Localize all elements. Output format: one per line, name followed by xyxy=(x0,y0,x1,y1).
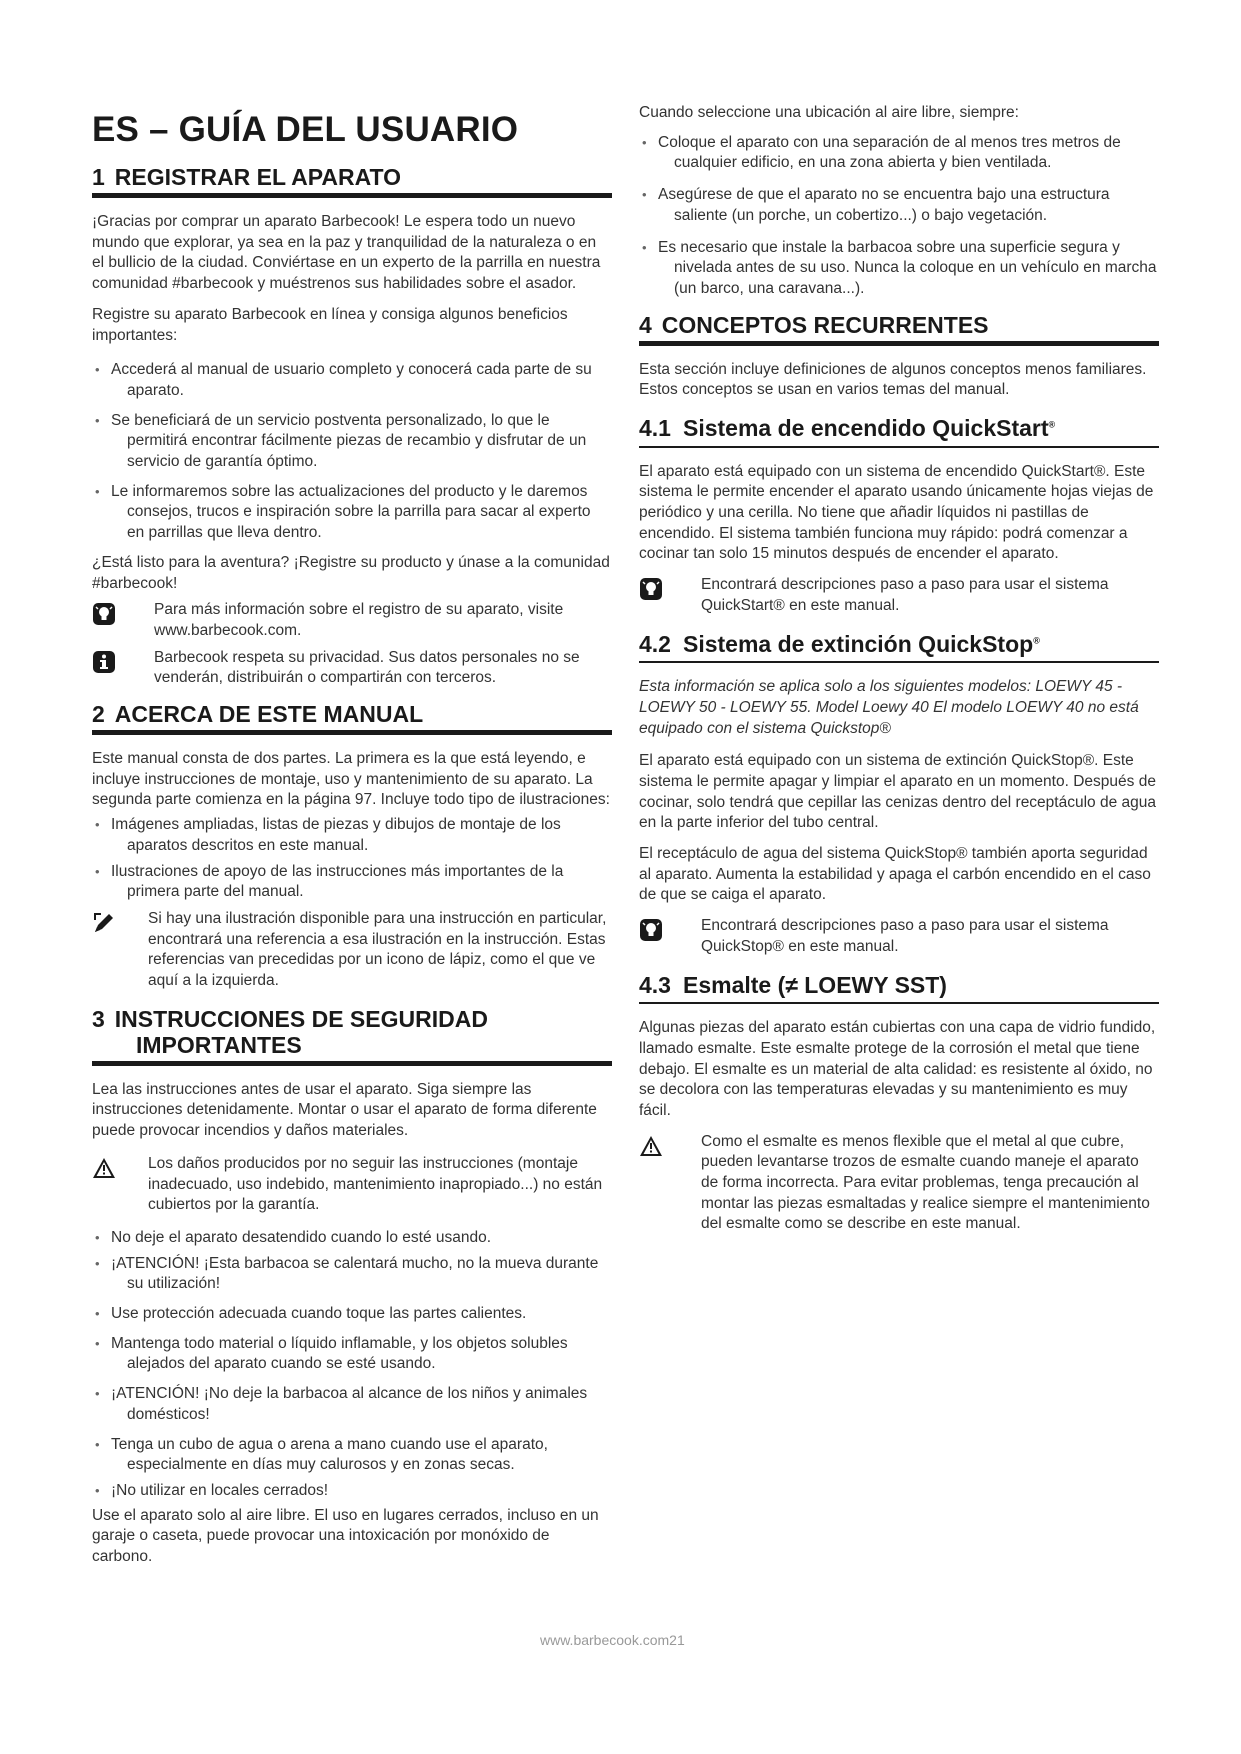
section-number: 4.3 xyxy=(639,971,671,998)
lightbulb-tip-icon xyxy=(639,577,663,601)
section-number: 1 xyxy=(92,164,105,190)
warning-triangle-icon xyxy=(639,1134,663,1158)
document-title: ES – GUÍA DEL USUARIO xyxy=(92,110,519,149)
list-item: • ¡ATENCIÓN! ¡No deje la barbacoa al alcance de los niños y animales domésticos! xyxy=(92,1384,612,1425)
paragraph: El aparato está equipado con un sistema de extinción QuickStop®. Este sistema le permite apagar y limpiar el aparato en un momento. Después de cocinar, solo tendrá que cepillar las cenizas dentro del receptáculo de agua en la parte inferior del tubo central. xyxy=(639,752,1156,832)
paragraph: ¡Gracias por comprar un aparato Barbecook! Le espera todo un nuevo mundo que explorar, ya sea en la paz y tranquilidad de la naturaleza o en el bullicio de la ciudad. Conviértase en un experto de la parrilla en nuestra comunidad #barbecook y muéstrenos sus habilidades sobre el asador. xyxy=(92,212,601,293)
section-number: 4.2 xyxy=(639,630,671,657)
note-text: Si hay una ilustración disponible para una instrucción en particular, encontrará una referencia a esa ilustración en la instrucción. Estas referencias van precedidas por un icono de lápiz, como el que ve aquí a la izquierda. xyxy=(148,909,607,990)
note-text: Encontrará descripciones paso a paso para usar el sistema QuickStop® en este manual. xyxy=(701,917,1109,955)
list-item: • Es necesario que instale la barbacoa sobre una superficie segura y nivelada antes de su uso. Nunca la coloque en un vehículo en marcha (un barco, una caravana...). xyxy=(639,238,1159,300)
list-item: • Imágenes ampliadas, listas de piezas y dibujos de montaje de los aparatos descritos en este manual. xyxy=(92,815,612,856)
paragraph: ¿Está listo para la aventura? ¡Registre su producto y únase a la comunidad #barbecook! xyxy=(92,553,610,592)
paragraph: Lea las instrucciones antes de usar el aparato. Siga siempre las instrucciones detenidamente. Montar o usar el aparato de forma diferente puede provocar incendios y daños materiales. xyxy=(92,1080,597,1140)
paragraph: El receptáculo de agua del sistema QuickStop® también aporta seguridad al aparato. Aumenta la estabilidad y apaga el carbón encendido en el caso de que se caiga el aparato. xyxy=(639,845,1151,904)
section-4-1-heading xyxy=(639,415,1159,448)
info-note xyxy=(92,648,612,689)
bullet-list xyxy=(92,1228,612,1502)
pencil-icon xyxy=(92,911,116,935)
paragraph-italic: Esta información se aplica solo a los siguientes modelos: LOEWY 45 - LOEWY 50 - LOEWY 55. Model Loewy 40 El modelo LOEWY 40 no está equipado con el sistema Quickstop® xyxy=(639,678,1139,737)
pencil-note xyxy=(92,909,612,992)
list-item: • Coloque el aparato con una separación de al menos tres metros de cualquier edificio, en una zona abierta y bien ventilada. xyxy=(639,133,1159,174)
list-item: • Ilustraciones de apoyo de las instrucciones más importantes de la primera parte del manual. xyxy=(92,862,612,903)
section-3-heading xyxy=(92,1006,612,1066)
list-item: • Le informaremos sobre las actualizaciones del producto y le daremos consejos, trucos e inspiración sobre la parrilla para sacar al experto en parrillas que lleva dentro. xyxy=(92,482,612,544)
section-4-heading xyxy=(639,312,1159,346)
section-title: REGISTRAR EL APARATO xyxy=(114,164,402,190)
section-title: Sistema de extinción QuickStop xyxy=(682,630,1034,657)
section-title: Esmalte (≠ LOEWY SST) xyxy=(682,971,947,998)
section-title: CONCEPTOS RECURRENTES xyxy=(661,311,989,338)
paragraph: Cuando seleccione una ubicación al aire libre, siempre: xyxy=(639,104,1019,121)
section-title: ACERCA DE ESTE MANUAL xyxy=(114,701,424,728)
left-column xyxy=(92,100,612,1578)
list-item: • Use protección adecuada cuando toque las partes calientes. xyxy=(92,1304,612,1325)
bullet-list xyxy=(92,360,612,544)
section-number: 3 xyxy=(92,1005,105,1032)
section-2-heading xyxy=(92,701,612,735)
section-number: 4 xyxy=(639,311,652,338)
list-item: • Accederá al manual de usuario completo y conocerá cada parte de su aparato. xyxy=(92,360,612,401)
section-number: 4.1 xyxy=(639,415,671,442)
list-item: • Tenga un cubo de agua o arena a mano cuando use el aparato, especialmente en días muy calurosos y en zonas secas. xyxy=(92,1435,612,1476)
note-text: Para más información sobre el registro de su aparato, visite www.barbecook.com. xyxy=(154,601,564,639)
bullet-list xyxy=(639,133,1159,300)
note-text: Barbecook respeta su privacidad. Sus datos personales no se venderán, distribuirán o compartirán con terceros. xyxy=(154,648,580,687)
section-number: 2 xyxy=(92,701,105,728)
section-4-3-heading xyxy=(639,972,1159,1005)
registered-mark: ® xyxy=(1048,419,1056,430)
paragraph: Registre su aparato Barbecook en línea y consiga algunos beneficios importantes: xyxy=(92,305,568,344)
section-title-continued: IMPORTANTES xyxy=(136,1031,302,1058)
list-item: • ¡No utilizar en locales cerrados! xyxy=(92,1481,612,1502)
note-text: Encontrará descripciones paso a paso para usar el sistema QuickStart® en este manual. xyxy=(701,576,1109,614)
note-text: Como el esmalte es menos flexible que el metal al que cubre, pueden levantarse trozos de esmalte cuando maneje el aparato de forma incorrecta. Para evitar problemas, tenga precaución al montar las piezas esmaltadas y realice siempre el mantenimiento del esmalte como se describe en este manual. xyxy=(701,1132,1150,1233)
list-item: • ¡ATENCIÓN! ¡Esta barbacoa se calentará mucho, no la mueva durante su utilización! xyxy=(92,1254,612,1295)
lightbulb-tip-icon xyxy=(639,918,663,942)
paragraph: Esta sección incluye definiciones de algunos conceptos menos familiares. Estos conceptos se usan en varios temas del manual. xyxy=(639,360,1147,399)
paragraph: Algunas piezas del aparato están cubiertas con una capa de vidrio fundido, llamado esmalte. Este esmalte protege de la corrosión el metal que tiene debajo. El esmalte es un material de alta calidad: es resistente al óxido, no se decolora con las temperaturas elevadas y su mantenimiento es muy fácil. xyxy=(639,1019,1156,1119)
warning-triangle-icon xyxy=(92,1156,116,1180)
list-item: • Asegúrese de que el aparato no se encuentra bajo una estructura saliente (un porche, un cobertizo...) o bajo vegetación. xyxy=(639,185,1159,226)
tip-note xyxy=(92,600,612,641)
tip-note xyxy=(639,916,1159,957)
bullet-list xyxy=(92,815,612,903)
list-item: • Mantenga todo material o líquido inflamable, y los objetos solubles alejados del aparato cuando se esté usando. xyxy=(92,1334,612,1375)
info-icon xyxy=(92,650,116,674)
page-footer: www.barbecook.com21 xyxy=(540,1632,685,1648)
note-text: Los daños producidos por no seguir las instrucciones (montaje inadecuado, uso indebido, mantenimiento inapropiado...) no están cubiertos por la garantía. xyxy=(148,1154,603,1214)
paragraph: Use el aparato solo al aire libre. El uso en lugares cerrados, incluso en un garaje o caseta, puede provocar una intoxicación por monóxido de carbono. xyxy=(92,1506,599,1566)
section-4-2-heading xyxy=(639,631,1159,664)
warning-note xyxy=(639,1132,1159,1236)
lightbulb-tip-icon xyxy=(92,602,116,626)
paragraph: Este manual consta de dos partes. La primera es la que está leyendo, e incluye instrucciones de montaje, uso y mantenimiento de su aparato. La segunda parte comienza en la página 97. Incluye todo tipo de ilustraciones: xyxy=(92,750,610,809)
list-item: • Se beneficiará de un servicio postventa personalizado, lo que le permitirá encontrar fácilmente piezas de recambio y disfrutar de un servicio de garantía óptimo. xyxy=(92,411,612,473)
right-column xyxy=(639,103,1159,1245)
list-item: • No deje el aparato desatendido cuando lo esté usando. xyxy=(92,1228,612,1249)
warning-note xyxy=(92,1154,612,1216)
registered-mark: ® xyxy=(1033,634,1040,645)
section-title: INSTRUCCIONES DE SEGURIDAD xyxy=(114,1005,488,1032)
paragraph: El aparato está equipado con un sistema de encendido QuickStart®. Este sistema le permite encender el aparato usando únicamente hojas viejas de periódico y una cerilla. No tiene que añadir líquidos ni pastillas de encendido. El sistema también funciona muy rápido: podrá comenzar a cocinar tan solo 15 minutos después de encender el aparato. xyxy=(639,462,1154,563)
section-title: Sistema de encendido QuickStart xyxy=(682,415,1049,442)
section-1-heading xyxy=(92,164,612,198)
tip-note xyxy=(639,575,1159,616)
